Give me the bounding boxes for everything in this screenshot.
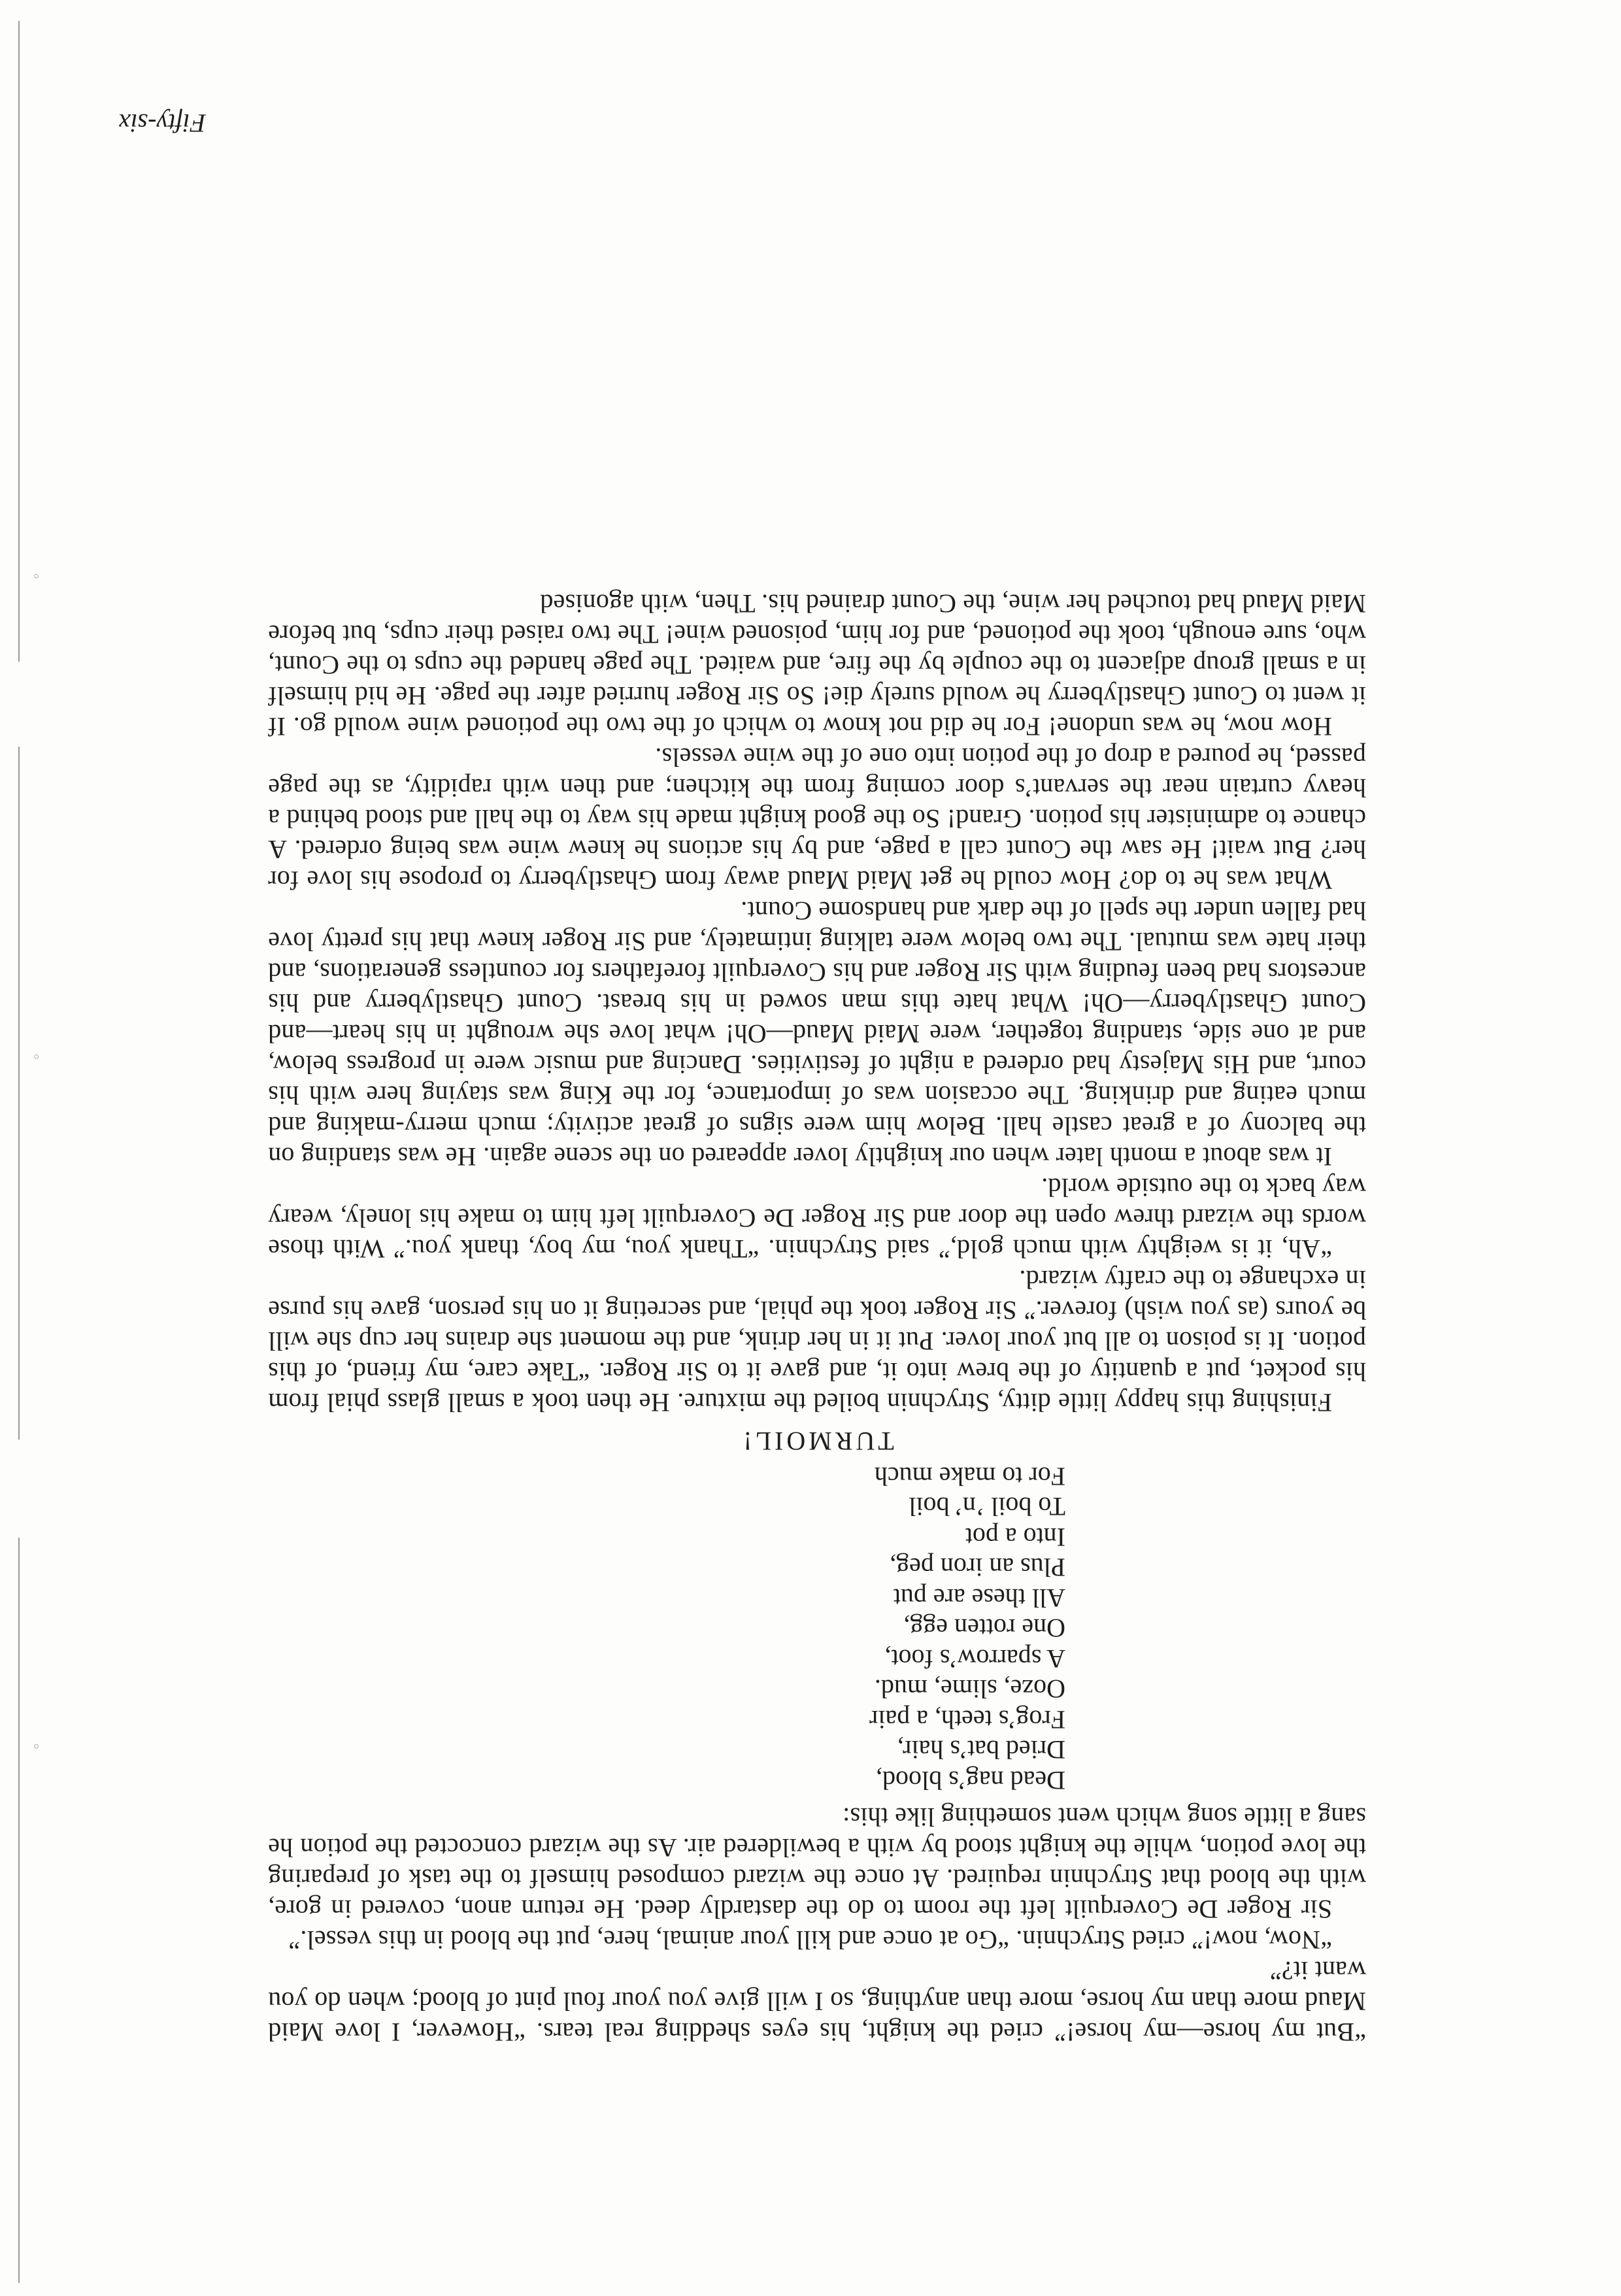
- paragraph: Finishing this happy little ditty, Strychnin boiled the mixture. He then took a small glass phial from his pocket, put a quantity of the brew into it, and gave it to Sir Roger. “Take care, my friend, of this potion. It is poison to all but your lover. Put it in her drink, and the moment she drains her cup she will be yours (as you wish) forever.” Sir Roger took the phial, and secreting it on his person, gave his purse in exchange to the crafty wizard.: [268, 1265, 1366, 1418]
- binding-edge-line: [18, 1538, 20, 2283]
- poem-line: A sparrow’s foot,: [884, 1644, 1065, 1674]
- poem-line: Dried bat’s hair,: [897, 1735, 1065, 1765]
- poem-line: To boil ’n’ boil: [909, 1492, 1065, 1522]
- poem-line: Ooze, slime, mud.: [874, 1674, 1065, 1704]
- poem-line: Dead nag’s blood,: [876, 1766, 1065, 1795]
- paragraph: How now, he was undone! For he did not know to which of the two the potioned wine would go. If it went to Count Ghastlyberry he would surely die! So Sir Roger hurried after the page. He hid himself in a small group adjacent to the couple by the fire, and waited. The page handed the cups to the Count, who, sure enough, took the potioned, and for him, poisoned wine! The two raised their cups, but before Maid Maud had touched her wine, the Count drained his. Then, with agonised: [268, 589, 1366, 742]
- paragraph: “Ah, it is weighty with much gold,” said Strychnin. “Thank you, my boy, thank you.” With those words the wizard threw open the door and Sir Roger De Coverquilt left him to make his lonely, weary way back to the outside world.: [268, 1173, 1366, 1264]
- punch-hole-mark: ◦: [32, 1047, 41, 1064]
- poem-line: All these are put: [893, 1583, 1065, 1613]
- poem-line: Plus an iron peg,: [890, 1553, 1065, 1583]
- binding-edge-line: [18, 747, 20, 1440]
- poem-line: Frog’s teeth, a pair: [869, 1705, 1065, 1734]
- page-number: Fifty-six: [118, 109, 206, 138]
- poem-ending: TURMOIL!: [740, 1427, 894, 1457]
- poem-line: For to make much: [874, 1462, 1065, 1491]
- poem-line: One rotten egg,: [903, 1613, 1065, 1644]
- paragraph: “Now, now!” cried Strychnin. “Go at once and kill your animal, here, put the blood in this vessel.”: [288, 1925, 1332, 1955]
- story-text: [268, 589, 1366, 2048]
- punch-hole-mark: ◦: [32, 1737, 41, 1753]
- poem-line: Into a pot: [965, 1523, 1065, 1552]
- paragraph: Sir Roger De Coverquilt left the room to do the dastardly deed. He return anon, covered in gore, with the blood that Strychnin required. At once the wizard composed himself to the task of preparing the love potion, while the knight stood by with a bewildered air. As the wizard concocted the potion he sang a little song which went something like this:: [268, 1802, 1366, 1924]
- paragraph: It was about a month later when our knightly lover appeared on the scene again. He was standing on the balcony of a great castle hall. Below him were signs of great activity; much merry-making and much eating and drinking. The occasion was of importance, for the King was staying here with his court, and His Majesty had ordered a night of festivities. Dancing and music were in progress below, and at one side, standing together, were Maid Maud—Oh! what love she wrought in his heart—and Count Ghastlyberry—Oh! What hate this man sowed in his breast. Count Ghastlyberry and his ancestors had been feuding with Sir Roger and his Coverquilt forefathers for countless generations, and their hate was mutual. The two below were talking intimately, and Sir Roger knew that his pretty love had fallen under the spell of the dark and handsome Count.: [268, 896, 1366, 1172]
- paragraph: What was he to do? How could he get Maid Maud away from Ghastlyberry to propose his love for her? But wait! He saw the Count call a page, and by his actions he knew wine was being ordered. A chance to administer his potion. Grand! So the good knight made his way to the hall and stood behind a heavy curtain near the servant’s door coming from the kitchen; and then with rapidity, as the page passed, he poured a drop of the potion into one of the wine vessels.: [268, 743, 1366, 896]
- paragraph: “But my horse—my horse!” cried the knight, his eyes shedding real tears. “However, I love Maid Maud more than my horse, more than anything, so I will give you your foul pint of blood; when do you want it?”: [268, 1956, 1366, 2047]
- punch-hole-mark: ◦: [32, 567, 41, 583]
- binding-edge-line: [18, 21, 20, 662]
- poem: [268, 1461, 1366, 1796]
